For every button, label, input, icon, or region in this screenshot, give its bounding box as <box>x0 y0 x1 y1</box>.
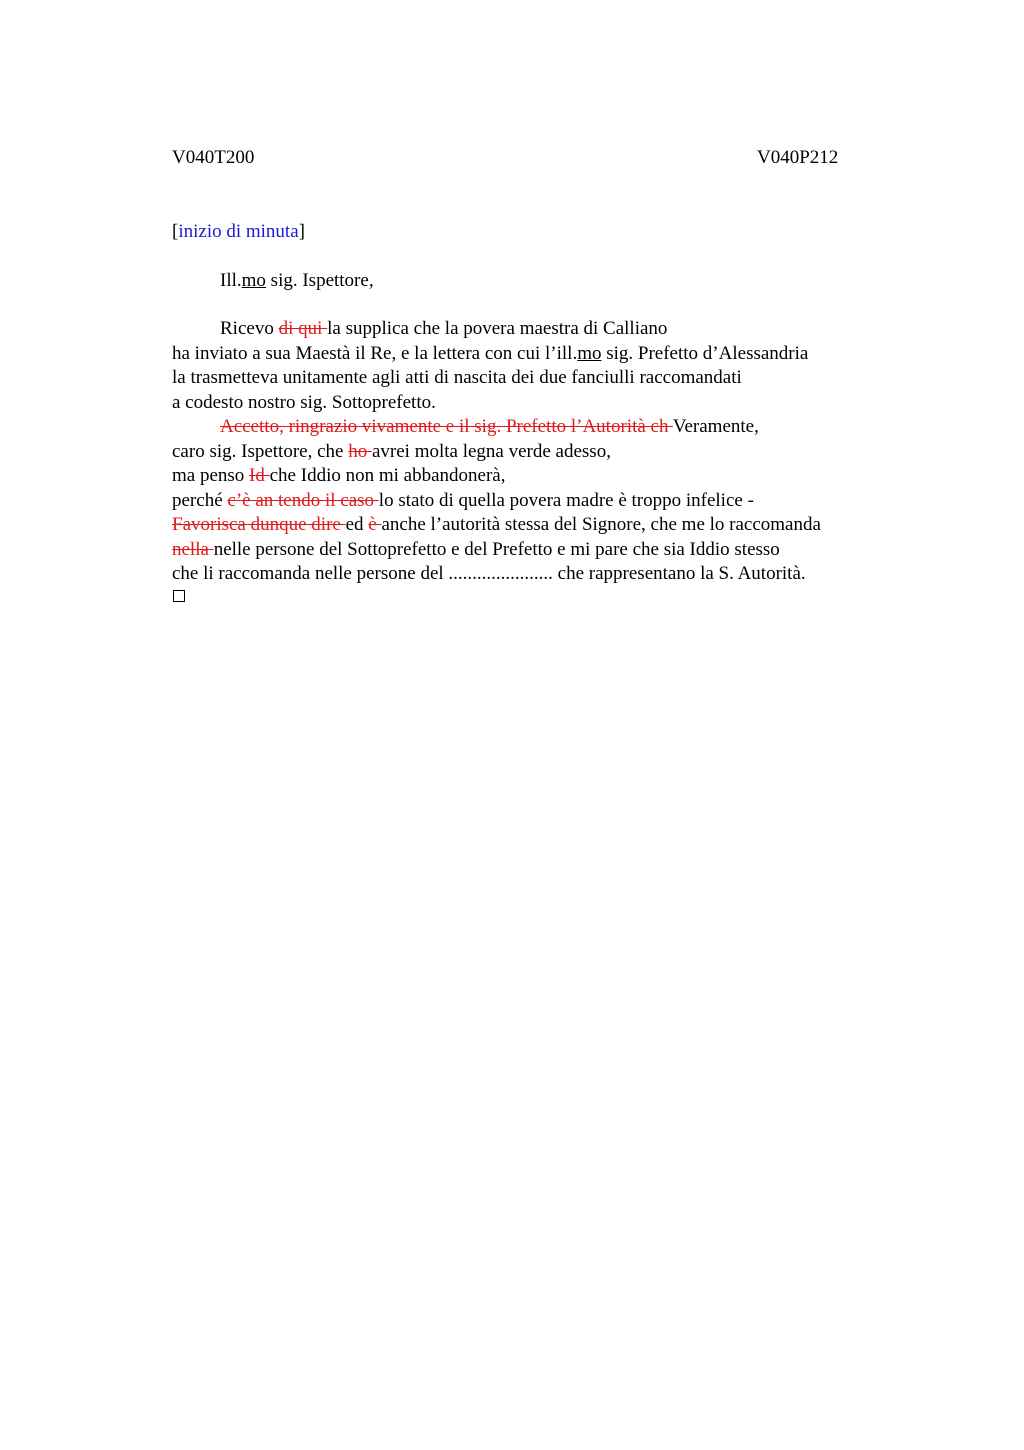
text-segment: la supplica che la povera maestra di Calliano <box>327 318 668 339</box>
text-segment: caro sig. Ispettore, che <box>172 441 349 462</box>
salutation <box>220 269 374 293</box>
deleted-text: Id <box>249 465 270 486</box>
salutation-prefix: Ill. <box>220 270 242 291</box>
checkbox-square-icon <box>173 590 185 602</box>
text-segment: lo stato di quella povera madre è troppo infelice - <box>378 490 754 511</box>
text-segment: perché <box>172 490 228 511</box>
deleted-text: ho <box>348 441 372 462</box>
text-segment: Ricevo <box>220 318 279 339</box>
deleted-text: c’è an tendo il caso <box>227 490 379 511</box>
document-code-left: V040T200 <box>172 147 255 168</box>
deleted-text: Favorisca dunque dire <box>172 514 346 535</box>
note-close-bracket: ] <box>298 221 305 242</box>
text-segment: ma penso <box>172 465 250 486</box>
editorial-note <box>172 220 305 244</box>
text-segment: nelle persone del Sottoprefetto e del Prefetto e mi pare che sia Iddio stesso <box>213 539 780 560</box>
text-line-6 <box>172 440 611 464</box>
text-segment: ed <box>345 514 369 535</box>
text-segment: anche l’autorità stessa del Signore, che me lo raccomanda <box>381 514 821 535</box>
text-line-1 <box>220 317 667 341</box>
abbreviation: mo <box>577 343 602 364</box>
text-segment: Veramente, <box>672 416 759 437</box>
text-segment: avrei molta legna verde adesso, <box>371 441 611 462</box>
text-line-9 <box>172 513 821 537</box>
text-line-8 <box>172 489 754 513</box>
deleted-text: Accetto, ringrazio vivamente e il sig. Prefetto l’Autorità ch <box>220 416 673 437</box>
text-line-11: che li raccomanda nelle persone del ...................... che rappresentano la S. Autorità. <box>172 563 806 584</box>
deleted-text: è <box>368 514 382 535</box>
deleted-text: nella <box>172 539 214 560</box>
salutation-rest: sig. Ispettore, <box>265 270 374 291</box>
text-line-5 <box>220 415 759 439</box>
text-line-2 <box>172 342 808 366</box>
text-segment: ha inviato a sua Maestà il Re, e la lettera con cui l’ill. <box>172 343 578 364</box>
text-segment: che Iddio non mi abbandonerà, <box>269 465 506 486</box>
text-line-7 <box>172 464 505 488</box>
text-segment: sig. Prefetto d’Alessandria <box>601 343 809 364</box>
text-line-3: la trasmetteva unitamente agli atti di nascita dei due fanciulli raccomandati <box>172 367 742 388</box>
note-open-bracket: [ <box>172 221 179 242</box>
salutation-abbr: mo <box>241 270 266 291</box>
document-code-right: V040P212 <box>757 147 839 168</box>
text-line-4: a codesto nostro sig. Sottoprefetto. <box>172 392 436 413</box>
text-line-10 <box>172 538 780 562</box>
note-text: inizio di minuta <box>178 221 299 242</box>
deleted-text: di qui <box>278 318 328 339</box>
